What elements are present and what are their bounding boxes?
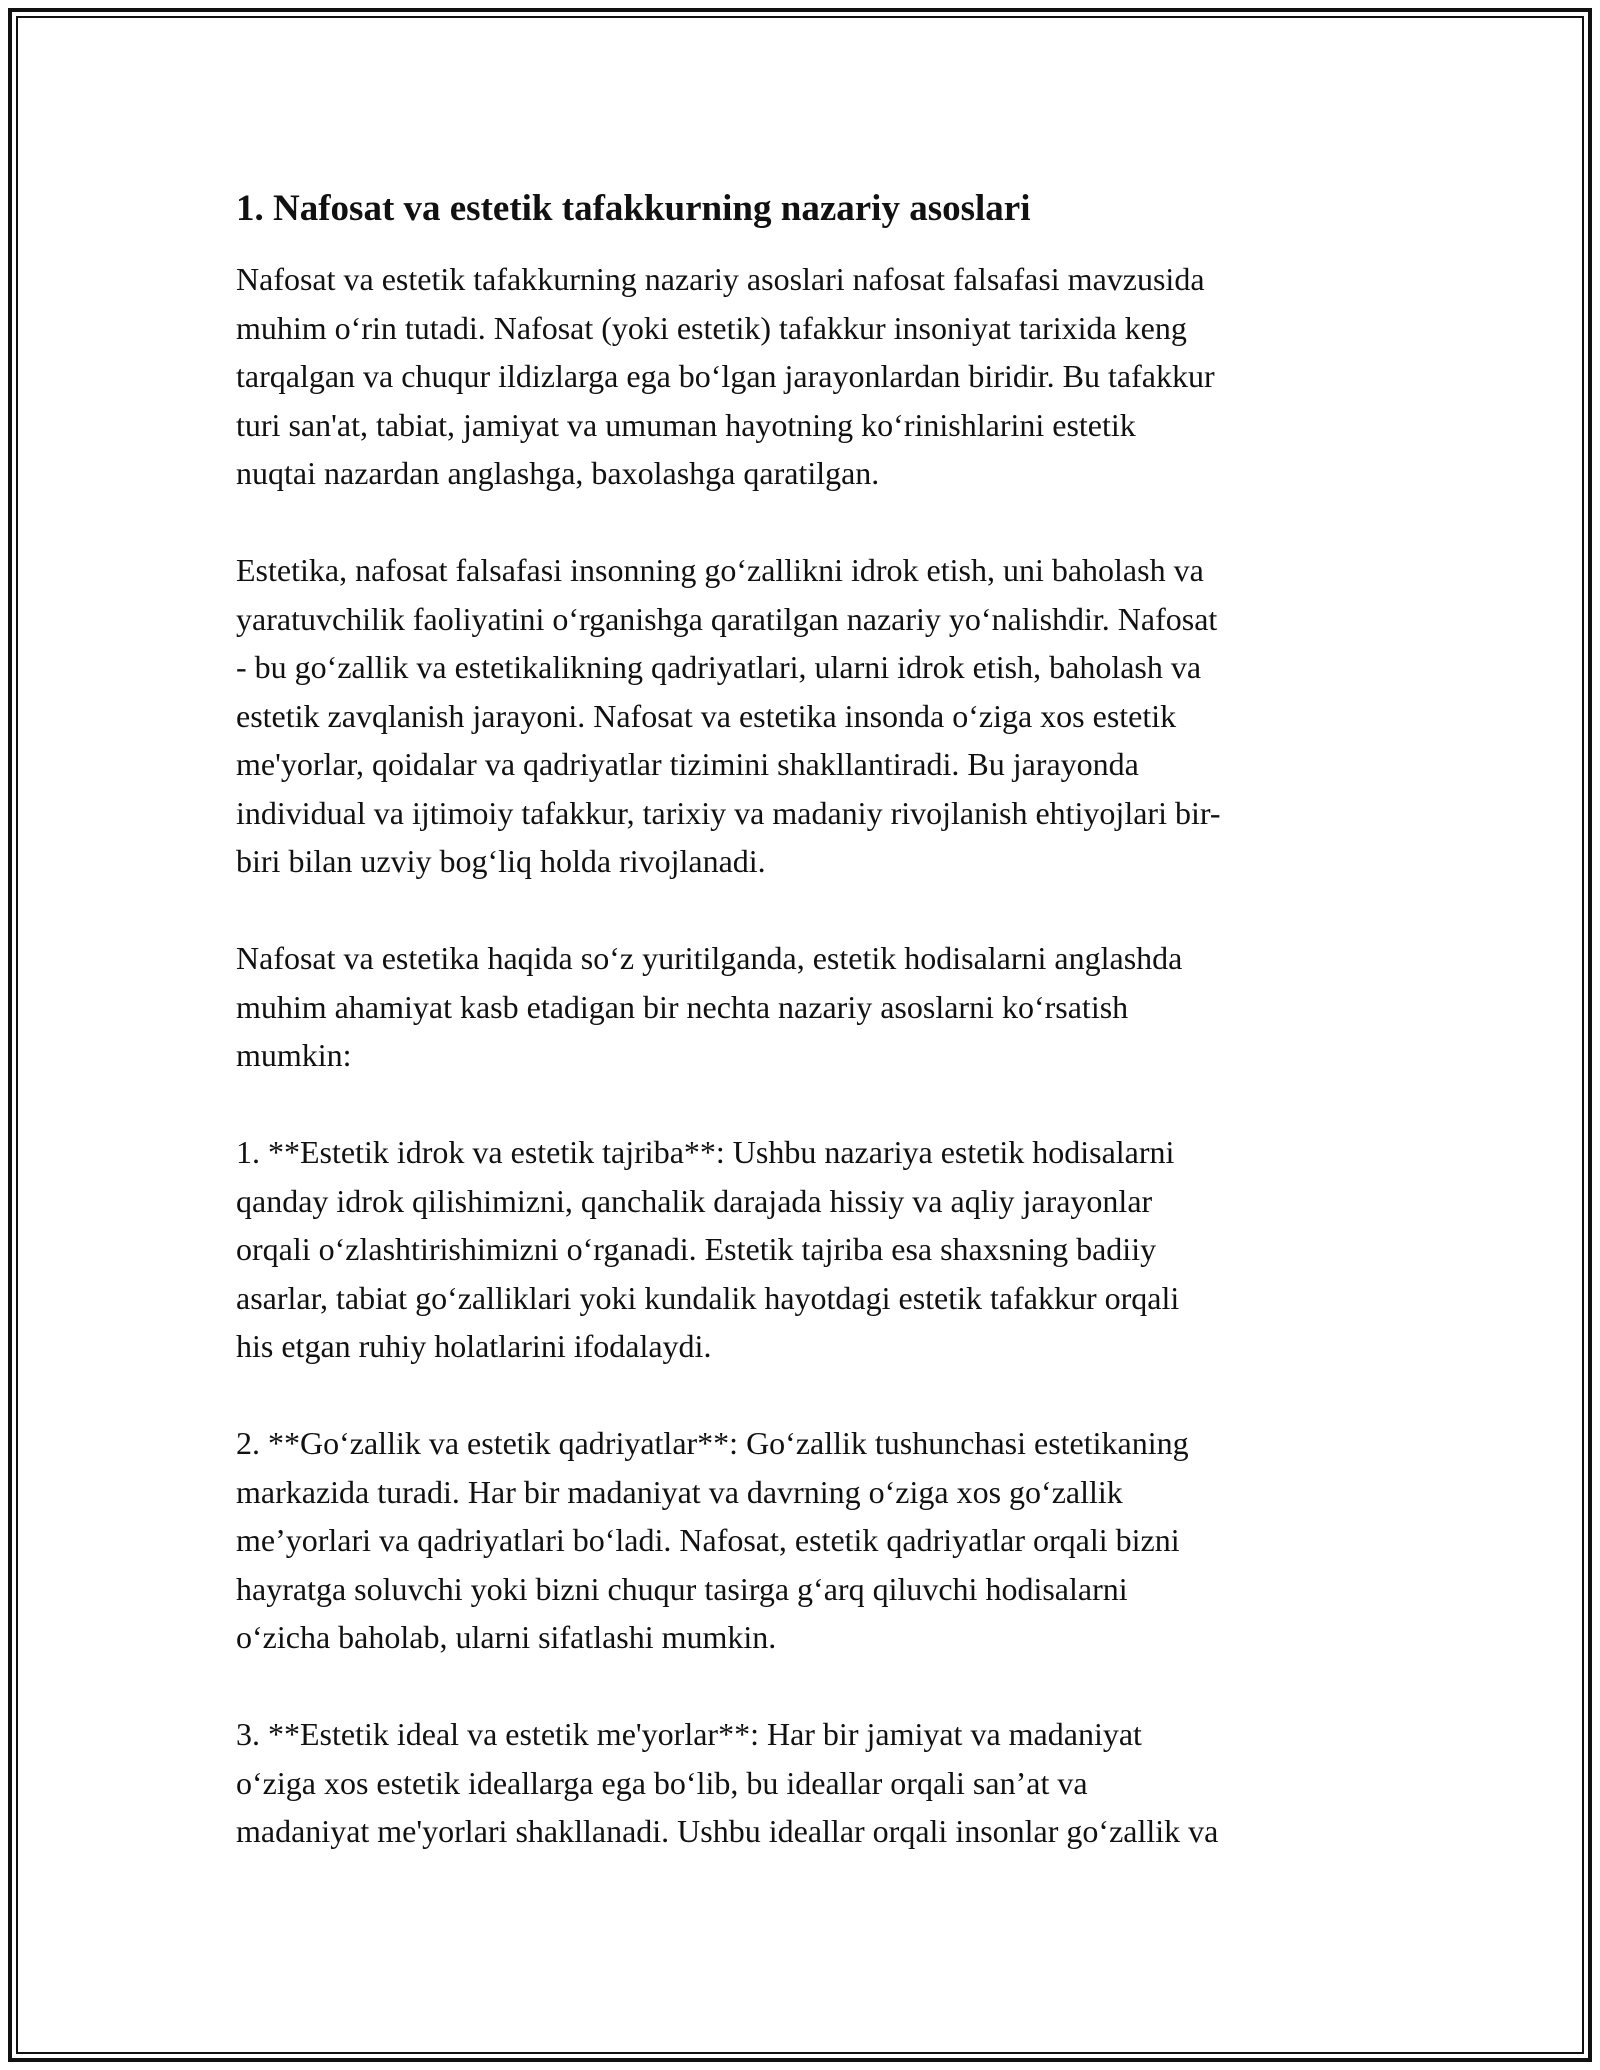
text-line: his etgan ruhiy holatlarini ifodalaydi. <box>236 1328 712 1364</box>
text-line: yaratuvchilik faoliyatini o‘rganishga qaratilgan nazariy yo‘nalishdir. Nafosat <box>236 600 1218 637</box>
text-line: mumkin: <box>236 1037 352 1073</box>
text-line: madaniyat me'yorlari shakllanadi. Ushbu ideallar orqali insonlar go‘zallik va <box>236 1813 1219 1849</box>
text-line: biri bilan uzviy bog‘liq holda rivojlanadi. <box>236 843 766 879</box>
text-line: me'yorlar, qoidalar va qadriyatlar tizimini shakllantiradi. Bu jarayonda <box>236 746 1139 782</box>
text-line: hayratga soluvchi yoki bizni chuqur tasirga g‘arq qiluvchi hodisalarni <box>236 1570 1128 1607</box>
list-item-1 <box>236 1128 1376 1371</box>
text-line: individual va ijtimoiy tafakkur, tarixiy va madaniy rivojlanish ehtiyojlari bir- <box>236 794 1221 831</box>
text-line: o‘ziga xos estetik ideallarga ega bo‘lib, bu ideallar orqali san’at va <box>236 1764 1088 1801</box>
paragraph-intro <box>236 255 1376 498</box>
text-line: tarqalgan va chuqur ildizlarga ega bo‘lgan jarayonlardan biridir. Bu tafakkur <box>236 358 1215 394</box>
section-heading: 1. Nafosat va estetik tafakkurning nazariy asoslari <box>236 188 1031 229</box>
text-line: 1. **Estetik idrok va estetik tajriba**: Ushbu nazariya estetik hodisalarni <box>236 1134 1175 1170</box>
list-item-3 <box>236 1710 1376 1856</box>
text-line: orqali o‘zlashtirishimizni o‘rganadi. Estetik tajriba esa shaxsning badiiy <box>236 1231 1157 1267</box>
text-line: Nafosat va estetik tafakkurning nazariy asoslari nafosat falsafasi mavzusida <box>236 261 1205 297</box>
text-line: Estetika, nafosat falsafasi insonning go‘zallikni idrok etish, uni baholash va <box>236 552 1204 588</box>
text-line: - bu go‘zallik va estetikalikning qadriyatlari, ularni idrok etish, baholash va <box>236 649 1202 685</box>
text-line: me’yorlari va qadriyatlari bo‘ladi. Nafosat, estetik qadriyatlar orqali bizni <box>236 1522 1180 1558</box>
text-line: muhim ahamiyat kasb etadigan bir nechta nazariy asoslarni ko‘rsatish <box>236 988 1129 1025</box>
text-line: estetik zavqlanish jarayoni. Nafosat va estetika insonda o‘ziga xos estetik <box>236 697 1177 734</box>
text-line: turi san'at, tabiat, jamiyat va umuman hayotning ko‘rinishlarini estetik <box>236 406 1136 443</box>
text-line: 3. **Estetik ideal va estetik me'yorlar**: Har bir jamiyat va madaniyat <box>236 1716 1142 1752</box>
document-body <box>236 185 1376 1904</box>
text-line: qanday idrok qilishimizni, qanchalik darajada hissiy va aqliy jarayonlar <box>236 1182 1153 1219</box>
text-line: markazida turadi. Har bir madaniyat va davrning o‘ziga xos go‘zallik <box>236 1473 1123 1510</box>
text-line: muhim o‘rin tutadi. Nafosat (yoki estetik) tafakkur insoniyat tarixida keng <box>236 309 1187 346</box>
text-line: Nafosat va estetika haqida so‘z yuritilganda, estetik hodisalarni anglashda <box>236 940 1183 976</box>
list-item-2 <box>236 1419 1376 1662</box>
text-line: nuqtai nazardan anglashga, baxolashga qaratilgan. <box>236 455 880 491</box>
paragraph-estetika <box>236 546 1376 886</box>
text-line: o‘zicha baholab, ularni sifatlashi mumkin. <box>236 1619 777 1655</box>
paragraph-list-intro <box>236 934 1376 1080</box>
text-line: asarlar, tabiat go‘zalliklari yoki kundalik hayotdagi estetik tafakkur orqali <box>236 1279 1180 1316</box>
text-line: 2. **Go‘zallik va estetik qadriyatlar**: Go‘zallik tushunchasi estetikaning <box>236 1425 1189 1461</box>
